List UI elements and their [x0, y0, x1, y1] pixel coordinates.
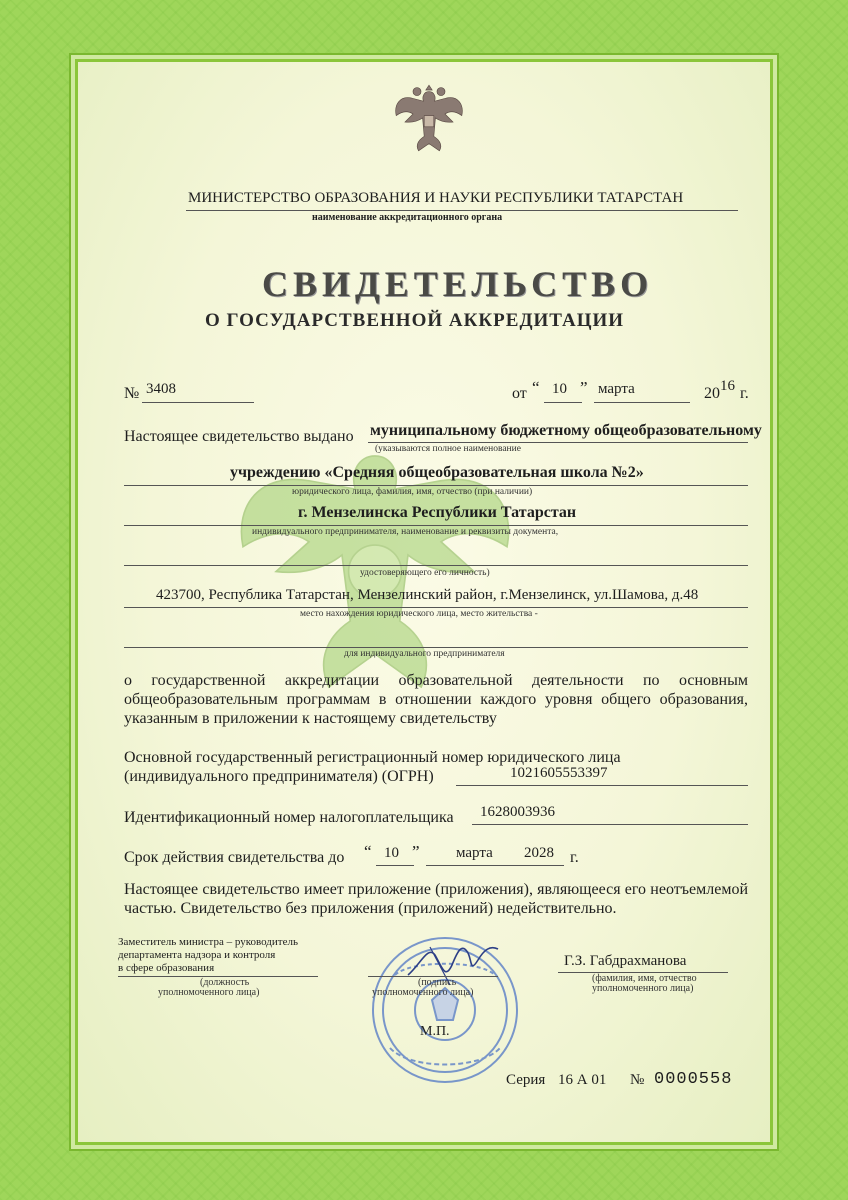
document-subtitle: О ГОСУДАРСТВЕННОЙ АККРЕДИТАЦИИ [205, 310, 625, 331]
date-suffix: г. [740, 385, 749, 402]
date-year-prefix: 20 [704, 385, 720, 402]
signatory-position-line2: департамента надзора и контроля [118, 949, 276, 961]
organ-underline [186, 210, 738, 211]
validity-label: Срок действия свидетельства до [124, 849, 345, 866]
validity-month: марта [456, 845, 493, 861]
address-underline [124, 607, 748, 608]
accreditation-organ-name: МИНИСТЕРСТВО ОБРАЗОВАНИЯ И НАУКИ РЕСПУБЛИКИ ТАТАРСТАН [188, 190, 684, 206]
seal-place-label: М.П. [420, 1024, 450, 1039]
ogrn-label-line2: (индивидуального предпринимателя) (ОГРН) [124, 768, 434, 785]
signatory-name: Г.З. Габдрахманова [564, 953, 687, 969]
issued-line1-underline [368, 442, 748, 443]
ogrn-label-line1: Основной государственный регистрационный номер юридического лица [124, 749, 621, 766]
number-underline [142, 402, 254, 403]
issued-hint1: (указываются полное наименование [375, 444, 521, 454]
series-number: 0000558 [654, 1070, 733, 1089]
inn-label: Идентификационный номер налогоплательщика [124, 809, 454, 826]
issued-hint4: удостоверяющего его личность) [360, 568, 490, 578]
address-hint: место нахождения юридического лица, место жительства - [300, 609, 538, 619]
date-day-underline [544, 402, 582, 403]
name-hint2: уполномоченного лица) [592, 983, 694, 994]
position-hint1: (должность [200, 977, 250, 988]
certificate-number: 3408 [146, 381, 176, 397]
ogrn-underline [456, 785, 748, 786]
date-year-suffix: 16 [720, 378, 735, 394]
inn-value: 1628003936 [480, 804, 555, 820]
signatory-position-line1: Заместитель министра – руководитель [118, 936, 298, 948]
signatory-position-line3: в сфере образования [118, 962, 215, 974]
issued-line1: муниципальному бюджетному общеобразовательному [370, 422, 762, 439]
issued-line2-underline [124, 485, 748, 486]
ogrn-value: 1021605553397 [510, 765, 608, 781]
validity-suffix: г. [570, 849, 579, 866]
address: 423700, Республика Татарстан, Мензелинский район, г.Мензелинск, ул.Шамова, д.48 [156, 587, 699, 603]
accreditation-body-text: о государственной аккредитации образовательной деятельности по основным общеобразовательным программам в отношении каждого уровня общего образования, указанным в приложении к настоящему свидетельству [124, 672, 748, 727]
signature-hint2: уполномоченного лица) [372, 987, 474, 998]
date-month: марта [598, 381, 635, 397]
validity-year: 2028 [524, 845, 554, 861]
organ-hint: наименование аккредитационного органа [312, 212, 503, 223]
date-month-underline [594, 402, 690, 403]
issued-line3: г. Мензелинска Республики Татарстан [298, 504, 577, 521]
issued-hint2: юридического лица, фамилия, имя, отчество (при наличии) [292, 487, 533, 497]
validity-day: 10 [384, 845, 399, 861]
inn-underline [472, 824, 748, 825]
issued-line3-underline [124, 525, 748, 526]
double-headed-eagle-emblem-icon [388, 74, 470, 154]
series-value: 16 А 01 [558, 1072, 607, 1088]
validity-day-underline [376, 865, 414, 866]
number-prefix: № [124, 385, 140, 402]
date-quote-close: ” [580, 378, 588, 397]
issued-blank-underline [124, 565, 748, 566]
issued-label: Настоящее свидетельство выдано [124, 428, 354, 445]
position-hint2: уполномоченного лица) [158, 987, 260, 998]
date-quote-open: “ [532, 378, 540, 397]
address-hint2: для индивидуального предпринимателя [344, 649, 505, 659]
document-title: СВИДЕТЕЛЬСТВО [262, 264, 654, 304]
issued-line2: учреждению «Средняя общеобразовательная школа №2» [230, 464, 644, 481]
name-hint1: (фамилия, имя, отчество [592, 973, 697, 984]
series-number-prefix: № [630, 1072, 645, 1088]
appendix-text: Настоящее свидетельство имеет приложение (приложения), являющееся его неотъемлемой частью. Свидетельство без приложения (приложений) недействительно. [124, 881, 748, 917]
signature-hint1: (подпись [418, 977, 457, 988]
date-day: 10 [552, 381, 567, 397]
date-prefix: от [512, 385, 527, 402]
validity-year-underline [520, 865, 564, 866]
validity-quote-close: ” [412, 842, 420, 861]
validity-quote-open: “ [364, 842, 372, 861]
address-blank-underline [124, 647, 748, 648]
issued-hint3: индивидуального предпринимателя, наименование и реквизиты документа, [252, 527, 559, 537]
series-label: Серия [506, 1072, 546, 1088]
